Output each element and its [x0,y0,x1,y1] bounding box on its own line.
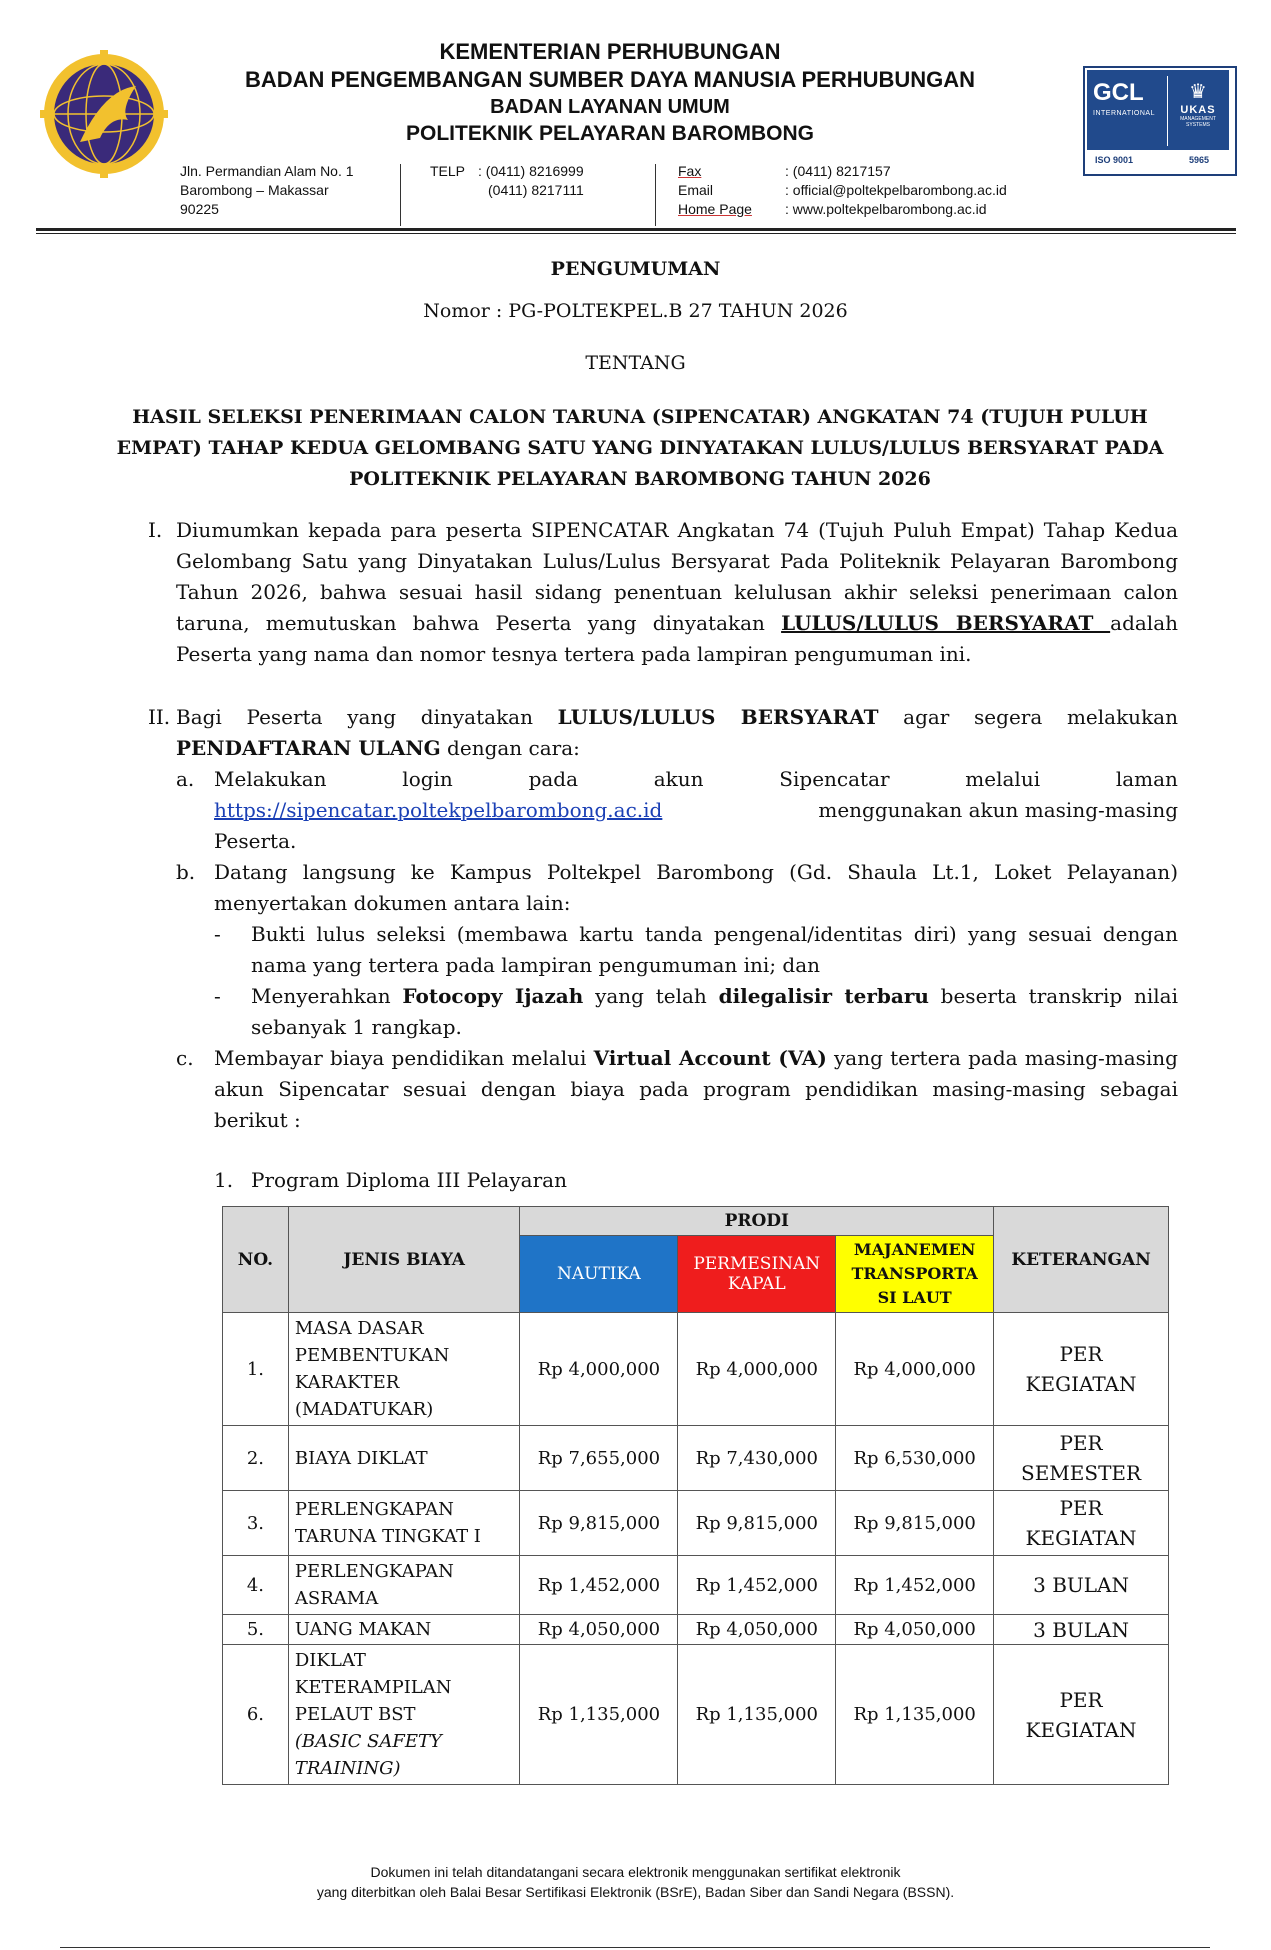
line: BIAYA DIKLAT [294,1447,428,1469]
program-title: Program Diploma III Pelayaran [251,1168,567,1192]
line: (BASIC SAFETY [294,1731,442,1752]
line: PER [1059,1496,1103,1520]
gcl-subtitle: INTERNATIONAL [1093,110,1155,117]
address-block [180,162,400,219]
address-line: 90225 [180,201,219,217]
cell-nautika: Rp 9,815,000 [520,1491,678,1556]
letterhead-rule [36,228,1236,231]
cell-jenis [288,1615,520,1645]
line: TRAINING) [294,1758,401,1779]
cell-majanemen: Rp 9,815,000 [836,1491,994,1556]
line: 3 BULAN [1033,1573,1129,1597]
bullet-dash: - [214,922,221,946]
bold-text: Fotocopy Ijazah [402,984,584,1008]
cell-permesinan: Rp 7,430,000 [678,1426,836,1491]
word: akun [653,767,704,791]
email-value: : official@poltekpelbarombong.ac.id [785,182,1007,198]
item-a-number: a. [176,767,195,791]
item-a-line1 [214,764,1178,795]
header-line: PERMESINAN [693,1254,821,1274]
item-b-number: b. [176,860,196,884]
line: PER [1059,1431,1103,1455]
cell-permesinan: Rp 9,815,000 [678,1491,836,1556]
footer-line: Dokumen ini telah ditandatangani secara elektronik menggunakan sertifikat elektronik [370,1864,901,1880]
page-title: PENGUMUMAN [550,258,721,280]
line: PEMBENTUKAN [294,1345,450,1366]
section-2-text: agar segera melakukan [878,705,1178,729]
col-keterangan: KETERANGAN [994,1207,1169,1313]
cell-permesinan: Rp 4,050,000 [678,1615,836,1645]
item-b-bullet-2 [251,981,1178,1043]
line: MASA DASAR [294,1318,424,1339]
homepage-label: Home Page [678,201,752,217]
section-1-text [176,515,1178,670]
cell-jenis [288,1491,520,1556]
cell-permesinan: Rp 1,452,000 [678,1556,836,1615]
address-line: Jln. Permandian Alam No. 1 [180,163,354,179]
header-line: TRANSPORTA [851,1264,978,1283]
cell-majanemen: Rp 6,530,000 [836,1426,994,1491]
contact-labels [678,162,778,219]
letterhead-rule [36,233,1236,234]
line: UANG MAKAN [294,1619,432,1640]
word: melalui [965,767,1041,791]
cell-keterangan [994,1615,1169,1645]
cell-permesinan: Rp 1,135,000 [678,1645,836,1785]
word: Melakukan [214,767,327,791]
bold-text: Virtual Account (VA) [593,1046,827,1070]
col-nautika: NAUTIKA [520,1236,678,1313]
crown-icon: ♛ [1189,81,1207,103]
program-number: 1. [214,1168,234,1192]
line: PELAUT BST [294,1704,416,1725]
section-2-number: II. [148,705,171,729]
header-line: KAPAL [727,1274,786,1294]
line: PERLENGKAPAN [294,1561,454,1582]
email-label: Email [678,182,714,198]
line: KEGIATAN [1025,1526,1137,1550]
table-row [223,1313,1169,1426]
cell-keterangan [994,1313,1169,1426]
item-c-number: c. [176,1046,194,1070]
item-a-text [214,764,1178,857]
telp-value: : (0411) 8216999 [478,163,584,179]
col-permesinan-kapal [678,1236,836,1313]
cell-nautika: Rp 1,135,000 [520,1645,678,1785]
divider [655,164,656,226]
item-c-text [214,1043,1178,1136]
item-b-bullet-1: Bukti lulus seleksi (membawa kartu tanda pengenal/identitas diri) yang sesuai dengan nama yang tertera pada lampiran pengumuman ini; dan [251,922,1178,977]
word: laman [1115,767,1178,791]
text: Membayar biaya pendidikan melalui [214,1046,594,1070]
item-b-text: Datang langsung ke Kampus Poltekpel Barombong (Gd. Shaula Lt.1, Loket Pelayanan) menyertakan dokumen antara lain: [214,860,1178,915]
table-row [223,1615,1169,1645]
cell-keterangan [994,1556,1169,1615]
text: Menyerahkan [251,984,403,1008]
header-line: SI LAUT [877,1288,952,1307]
text: yang telah [583,984,719,1008]
unit-name: BADAN LAYANAN UMUM [490,96,730,118]
cell-no: 6. [223,1645,289,1785]
section-2-intro [176,702,1178,764]
fax-label: Fax [678,163,702,179]
cell-nautika: Rp 4,050,000 [520,1615,678,1645]
item-a-line2 [214,795,1178,826]
certification-badge [1083,66,1237,176]
table-header-row [223,1207,1169,1236]
line: PERLENGKAPAN [294,1499,454,1520]
cell-majanemen: Rp 1,135,000 [836,1645,994,1785]
ukas-title: UKAS [1180,104,1216,116]
line: KEGIATAN [1025,1717,1137,1742]
ministry-name: KEMENTERIAN PERHUBUNGAN [439,39,781,64]
cell-majanemen: Rp 1,452,000 [836,1556,994,1615]
word: Sipencatar [779,767,890,791]
cell-no: 5. [223,1615,289,1645]
contact-values [785,162,1085,219]
line: DIKLAT [294,1650,366,1671]
agency-name: BADAN PENGEMBANGAN SUMBER DAYA MANUSIA PERHUBUNGAN [244,67,976,92]
cell-jenis [288,1313,520,1426]
section-1-text-a: Diumumkan kepada para peserta SIPENCATAR Angkatan 74 (Tujuh Puluh Empat) Tahap Kedua Gelombang Satu yang Dinyatakan Lulus/Lulus Bersyarat Pada Politeknik Pelayaran Barombong Tahun 2026, bahwa sesuai hasil sidang penentuan kelulusan akhir seleksi penerimaan calon taruna, memutuskan bahwa Peserta yang dinyatakan [176,518,1178,635]
cell-no: 1. [223,1313,289,1426]
address-line: Barombong – Makassar [180,182,329,198]
col-no: NO. [223,1207,289,1313]
gcl-logo: GCL [1093,79,1144,106]
telp-values [478,162,658,200]
cell-jenis [288,1426,520,1491]
cell-majanemen: Rp 4,050,000 [836,1615,994,1645]
divider [400,164,401,226]
section-1-number: I. [148,518,163,542]
iso-label: ISO 9001 [1095,155,1134,165]
cell-nautika: Rp 4,000,000 [520,1313,678,1426]
col-jenis-biaya: JENIS BIAYA [288,1207,520,1313]
line: KEGIATAN [1025,1372,1137,1396]
line: SEMESTER [1021,1461,1142,1485]
esign-footer [0,1862,1271,1902]
cell-nautika: Rp 1,452,000 [520,1556,678,1615]
section-2-bold: LULUS/LULUS BERSYARAT [557,705,879,729]
telp-label: TELP [430,163,466,179]
text: beserta transkrip nilai sebanyak 1 rangkap. [251,984,1178,1039]
ukas-subtitle: MANAGEMENT SYSTEMS [1180,116,1216,128]
header-line: MAJANEMEN [853,1240,976,1259]
cell-majanemen: Rp 4,000,000 [836,1313,994,1426]
telp-value: (0411) 8217111 [488,182,584,198]
fax-value: : (0411) 8217157 [785,163,891,179]
ukas-logo [1167,76,1228,146]
line: KARAKTER [294,1372,400,1393]
cell-no: 2. [223,1426,289,1491]
line: KETERAMPILAN [294,1677,452,1698]
table-row [223,1556,1169,1615]
about-label: TENTANG [585,352,686,374]
cell-permesinan: Rp 4,000,000 [678,1313,836,1426]
line: (MADATUKAR) [294,1399,434,1420]
homepage-value: : www.poltekpelbarombong.ac.id [785,201,987,217]
cell-jenis [288,1556,520,1615]
cell-keterangan [994,1426,1169,1491]
line: PER [1059,1687,1103,1712]
section-2-text: dengan cara: [440,736,580,760]
section-1-text-b: adalah Peserta yang nama dan nomor tesnya tertera pada lampiran pengumuman ini. [176,611,1178,666]
section-2-text: Bagi Peserta yang dinyatakan [176,705,558,729]
cell-no: 3. [223,1491,289,1556]
cell-nautika: Rp 7,655,000 [520,1426,678,1491]
cert-code: 5965 [1189,155,1210,165]
cell-no: 4. [223,1556,289,1615]
institution-name: POLITEKNIK PELAYARAN BAROMBONG [406,122,814,145]
section-1-bold: LULUS/LULUS BERSYARAT [781,611,1111,635]
line: ASRAMA [294,1588,379,1609]
cell-keterangan [994,1491,1169,1556]
footer-rule [60,1947,1210,1948]
col-majanemen [836,1236,994,1313]
text: yang tertera pada masing-masing akun Sipencatar sesuai dengan biaya pada program pendidikan masing-masing sebagai berikut : [214,1046,1178,1132]
cell-jenis [288,1645,520,1785]
line: PER [1059,1342,1103,1366]
table-row [223,1645,1169,1785]
table-row [223,1426,1169,1491]
announcement-number: Nomor : PG-POLTEKPEL.B 27 TAHUN 2026 [423,300,848,322]
word: login [402,767,453,791]
line: 3 BULAN [1033,1617,1129,1642]
bullet-dash: - [214,984,221,1008]
table-row [223,1491,1169,1556]
col-prodi: PRODI [520,1207,994,1236]
line: TARUNA TINGKAT I [294,1526,481,1547]
footer-line: yang diterbitkan oleh Balai Besar Sertifikasi Elektronik (BSrE), Badan Siber dan Sandi Negara (BSSN). [316,1884,955,1900]
letterhead-title [140,38,1080,147]
item-a-end: Peserta. [214,829,297,853]
word: pada [528,767,579,791]
item-a-rest: menggunakan akun masing-masing [818,798,1178,822]
bold-text: dilegalisir terbaru [718,984,929,1008]
section-2-bold: PENDAFTARAN ULANG [176,736,441,760]
fees-table [222,1206,1169,1785]
cell-keterangan [994,1645,1169,1785]
sipencatar-link[interactable]: https://sipencatar.poltekpelbarombong.ac.id [214,798,663,822]
announcement-title: HASIL SELEKSI PENERIMAAN CALON TARUNA (SIPENCATAR) ANGKATAN 74 (TUJUH PULUH EMPAT) TAHAP KEDUA GELOMBANG SATU YANG DINYATAKAN LULUS/LULUS BERSYARAT PADA POLITEKNIK PELAYARAN BAROMBONG TAHUN 2026 [116,406,1164,490]
